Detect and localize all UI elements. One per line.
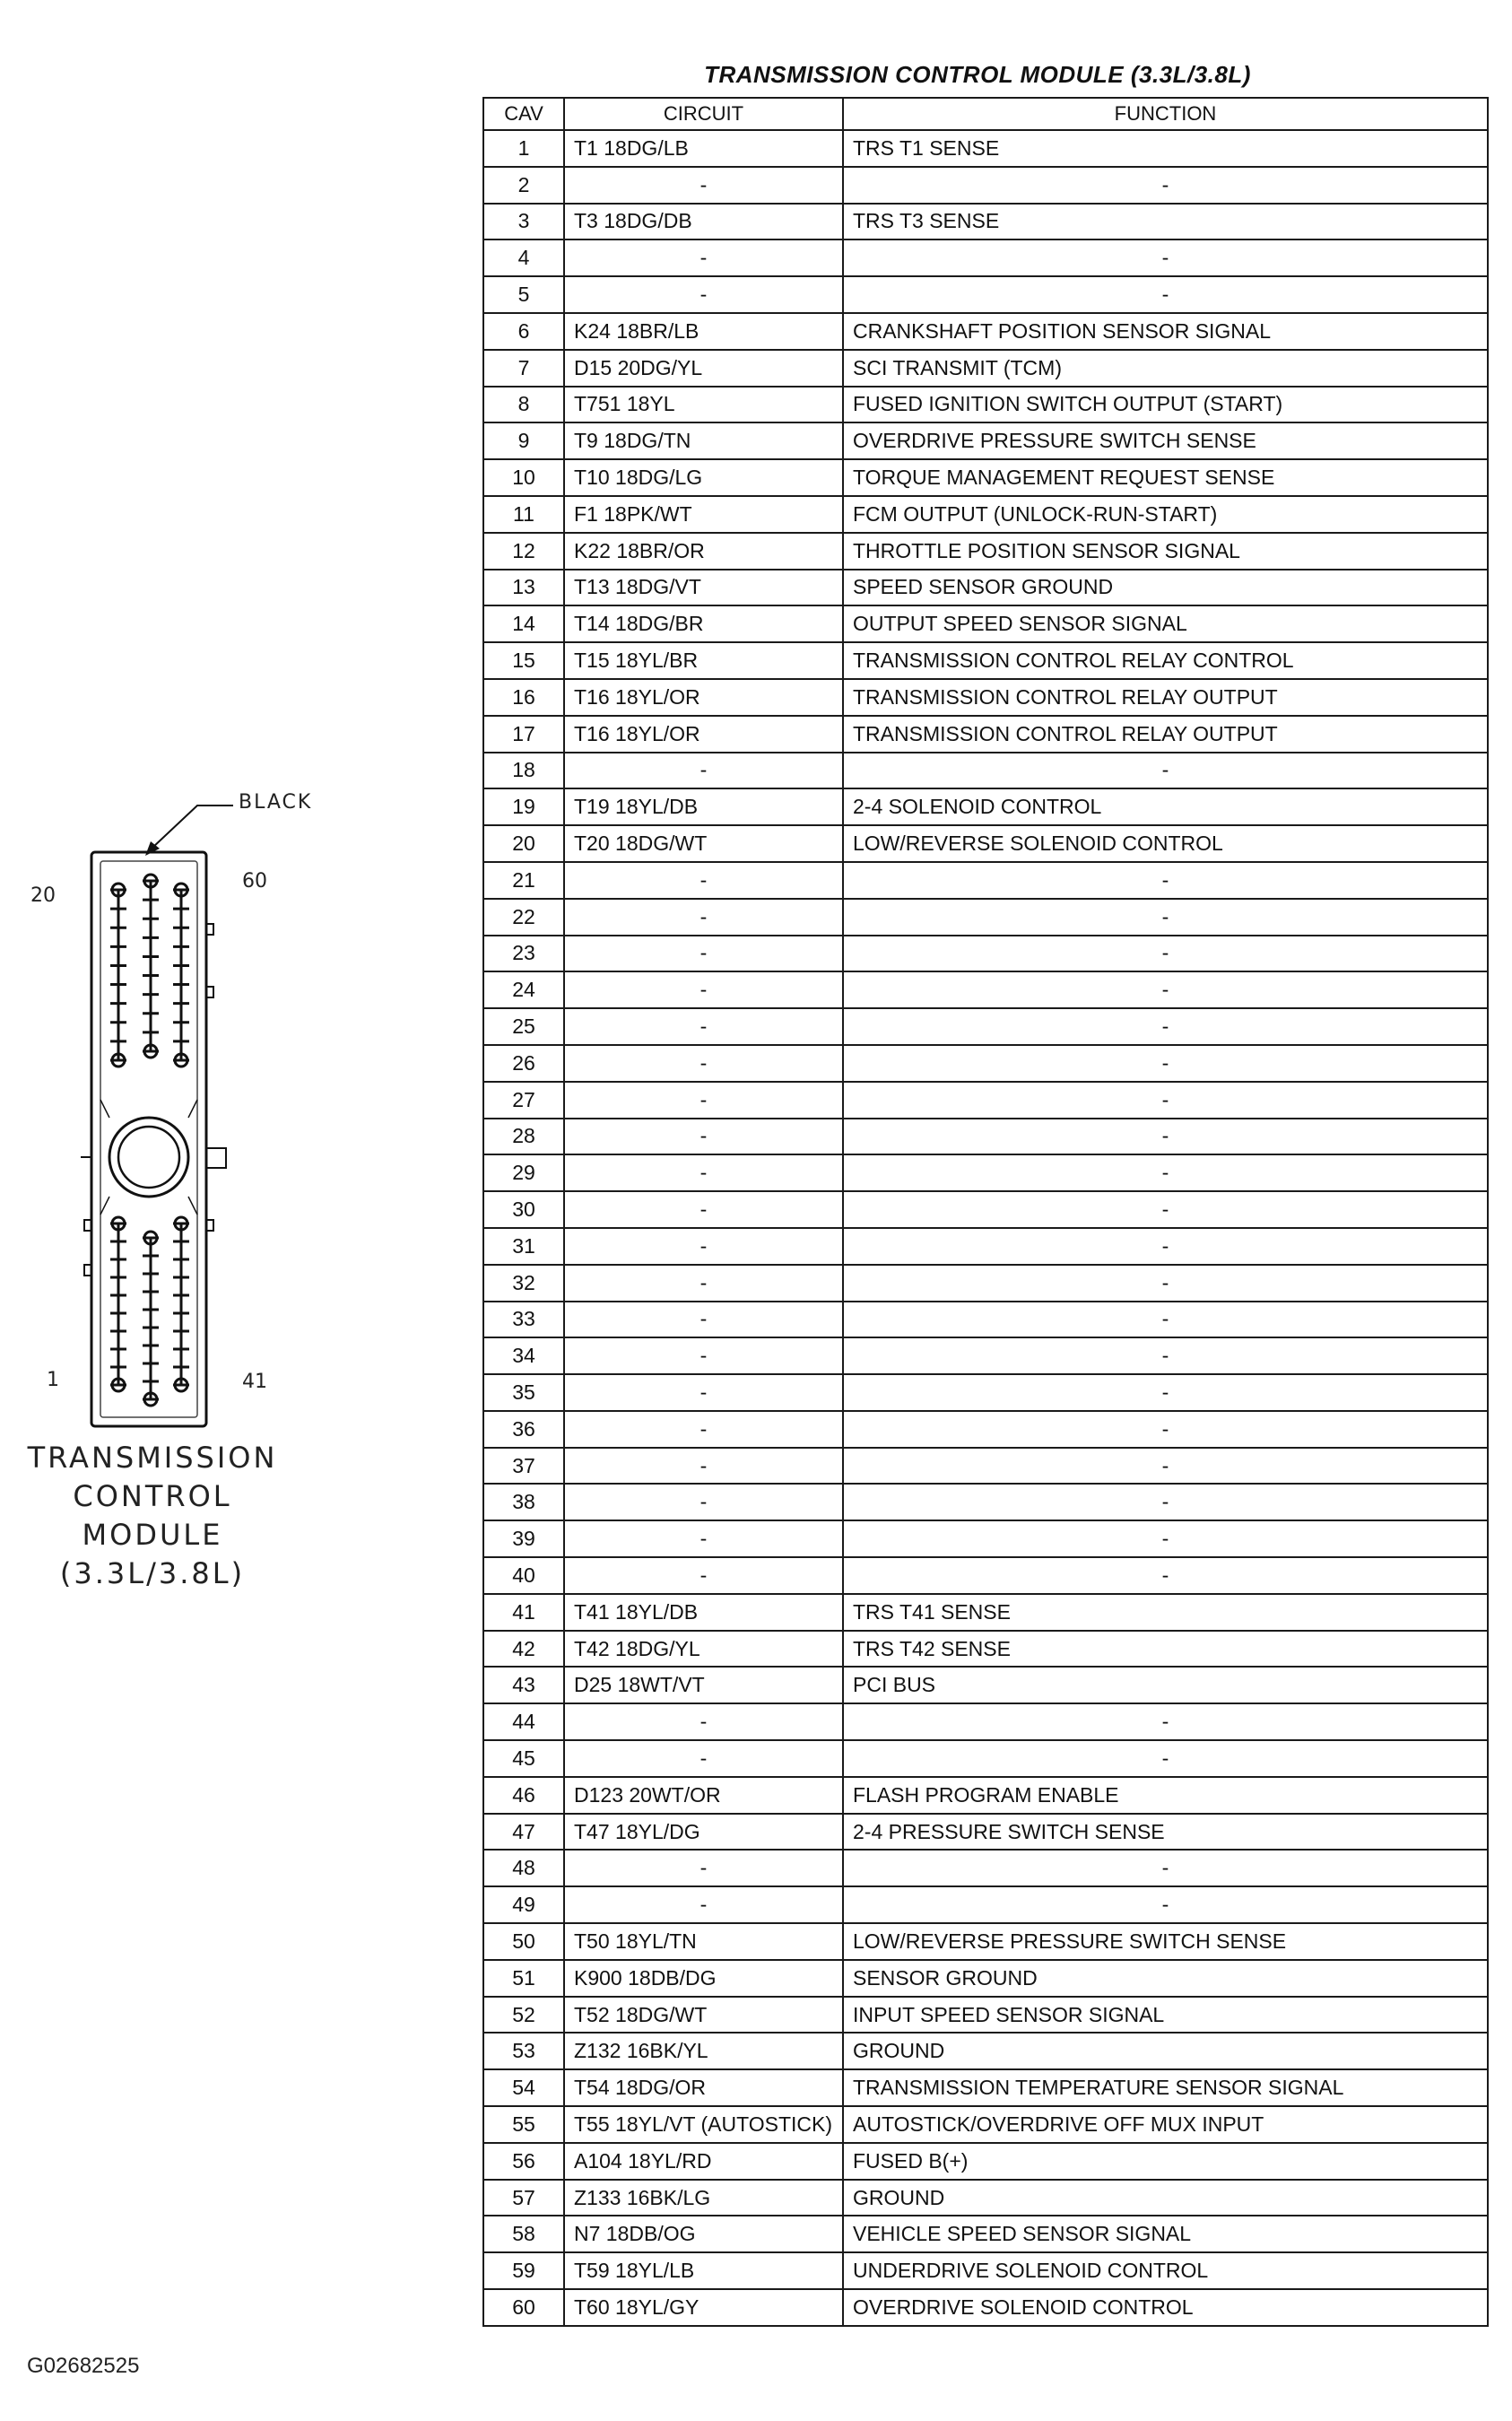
table-row <box>483 971 1488 1008</box>
cav-cell: 57 <box>483 2180 564 2216</box>
connector-color-label: BLACK <box>239 791 313 814</box>
function-cell: - <box>843 971 1488 1008</box>
cav-cell: 12 <box>483 533 564 570</box>
cav-cell: 38 <box>483 1484 564 1520</box>
circuit-cell: - <box>564 1119 843 1155</box>
cav-cell: 4 <box>483 239 564 276</box>
circuit-cell: T16 18YL/OR <box>564 679 843 716</box>
header-cav: CAV <box>483 98 564 130</box>
table-row <box>483 1777 1488 1814</box>
circuit-cell: - <box>564 239 843 276</box>
circuit-cell: - <box>564 971 843 1008</box>
function-cell: - <box>843 1484 1488 1520</box>
table-row <box>483 1228 1488 1265</box>
cav-cell: 52 <box>483 1997 564 2033</box>
cav-cell: 15 <box>483 642 564 679</box>
table-row <box>483 387 1488 423</box>
circuit-cell: - <box>564 753 843 789</box>
cav-cell: 13 <box>483 570 564 606</box>
caption-line: CONTROL <box>73 1479 232 1513</box>
table-row <box>483 276 1488 313</box>
circuit-cell: D25 18WT/VT <box>564 1667 843 1703</box>
function-cell: - <box>843 167 1488 204</box>
header-function: FUNCTION <box>843 98 1488 130</box>
cav-cell: 47 <box>483 1814 564 1851</box>
pin-table <box>482 97 1489 2327</box>
table-row <box>483 1631 1488 1668</box>
cav-cell: 59 <box>483 2252 564 2289</box>
cav-cell: 34 <box>483 1337 564 1374</box>
function-cell: TRS T1 SENSE <box>843 130 1488 167</box>
cav-cell: 28 <box>483 1119 564 1155</box>
function-cell: PCI BUS <box>843 1667 1488 1703</box>
circuit-cell: D15 20DG/YL <box>564 350 843 387</box>
cav-cell: 39 <box>483 1520 564 1557</box>
center-boss <box>109 1118 188 1197</box>
function-cell: TRANSMISSION CONTROL RELAY CONTROL <box>843 642 1488 679</box>
function-cell: - <box>843 1191 1488 1228</box>
circuit-cell: T42 18DG/YL <box>564 1631 843 1668</box>
cav-cell: 10 <box>483 459 564 496</box>
circuit-cell: - <box>564 1886 843 1923</box>
table-row <box>483 1302 1488 1338</box>
circuit-cell: - <box>564 1557 843 1594</box>
circuit-cell: T55 18YL/VT (AUTOSTICK) <box>564 2106 843 2143</box>
cav-cell: 24 <box>483 971 564 1008</box>
cav-cell: 50 <box>483 1923 564 1960</box>
circuit-cell: K24 18BR/LB <box>564 313 843 350</box>
table-row <box>483 2069 1488 2106</box>
table-row <box>483 753 1488 789</box>
caption-line: MODULE <box>82 1518 223 1552</box>
function-cell: - <box>843 1154 1488 1191</box>
cav-cell: 33 <box>483 1302 564 1338</box>
cav-cell: 43 <box>483 1667 564 1703</box>
circuit-cell: - <box>564 1703 843 1740</box>
cav-cell: 14 <box>483 605 564 642</box>
cav-cell: 44 <box>483 1703 564 1740</box>
function-cell: - <box>843 1119 1488 1155</box>
cav-cell: 32 <box>483 1265 564 1302</box>
function-cell: OVERDRIVE PRESSURE SWITCH SENSE <box>843 422 1488 459</box>
function-cell: - <box>843 1850 1488 1886</box>
table-row <box>483 2143 1488 2180</box>
table-row <box>483 936 1488 972</box>
function-cell: FUSED IGNITION SWITCH OUTPUT (START) <box>843 387 1488 423</box>
circuit-cell: - <box>564 276 843 313</box>
circuit-cell: T59 18YL/LB <box>564 2252 843 2289</box>
function-cell: TRS T3 SENSE <box>843 204 1488 240</box>
circuit-cell: - <box>564 1374 843 1411</box>
function-cell: SPEED SENSOR GROUND <box>843 570 1488 606</box>
table-row <box>483 496 1488 533</box>
table-row <box>483 167 1488 204</box>
circuit-cell: - <box>564 1082 843 1119</box>
circuit-cell: T751 18YL <box>564 387 843 423</box>
function-cell: INPUT SPEED SENSOR SIGNAL <box>843 1997 1488 2033</box>
table-row <box>483 788 1488 825</box>
table-row <box>483 313 1488 350</box>
table-row <box>483 1703 1488 1740</box>
circuit-cell: T1 18DG/LB <box>564 130 843 167</box>
function-cell: TRS T41 SENSE <box>843 1594 1488 1631</box>
cav-cell: 37 <box>483 1448 564 1485</box>
function-cell: THROTTLE POSITION SENSOR SIGNAL <box>843 533 1488 570</box>
table-row <box>483 2180 1488 2216</box>
cav-cell: 40 <box>483 1557 564 1594</box>
circuit-cell: - <box>564 1045 843 1082</box>
cav-cell: 9 <box>483 422 564 459</box>
function-cell: - <box>843 862 1488 899</box>
function-cell: - <box>843 1337 1488 1374</box>
function-cell: - <box>843 1045 1488 1082</box>
circuit-cell: - <box>564 1520 843 1557</box>
cav-cell: 7 <box>483 350 564 387</box>
table-row <box>483 2252 1488 2289</box>
caption-line: TRANSMISSION <box>27 1441 278 1475</box>
circuit-cell: T20 18DG/WT <box>564 825 843 862</box>
table-row <box>483 1923 1488 1960</box>
cav-cell: 8 <box>483 387 564 423</box>
table-row <box>483 1960 1488 1997</box>
cav-cell: 56 <box>483 2143 564 2180</box>
table-row <box>483 1008 1488 1045</box>
circuit-cell: T47 18YL/DG <box>564 1814 843 1851</box>
table-row <box>483 130 1488 167</box>
circuit-cell: T60 18YL/GY <box>564 2289 843 2326</box>
circuit-cell: - <box>564 1448 843 1485</box>
cav-cell: 19 <box>483 788 564 825</box>
figure-id: G02682525 <box>27 2354 140 2378</box>
table-row <box>483 1045 1488 1082</box>
cav-cell: 18 <box>483 753 564 789</box>
table-row <box>483 350 1488 387</box>
table-row <box>483 1594 1488 1631</box>
table-row <box>483 642 1488 679</box>
table-row <box>483 1265 1488 1302</box>
table-row <box>483 1082 1488 1119</box>
cav-cell: 51 <box>483 1960 564 1997</box>
circuit-cell: - <box>564 1302 843 1338</box>
cav-cell: 36 <box>483 1411 564 1448</box>
cav-cell: 5 <box>483 276 564 313</box>
cav-cell: 22 <box>483 899 564 936</box>
table-row <box>483 570 1488 606</box>
cav-cell: 11 <box>483 496 564 533</box>
circuit-cell: - <box>564 899 843 936</box>
function-cell: OUTPUT SPEED SENSOR SIGNAL <box>843 605 1488 642</box>
circuit-cell: T13 18DG/VT <box>564 570 843 606</box>
housing-tab <box>206 1148 226 1168</box>
cav-cell: 3 <box>483 204 564 240</box>
function-cell: - <box>843 239 1488 276</box>
circuit-cell: K900 18DB/DG <box>564 1960 843 1997</box>
function-cell: - <box>843 1520 1488 1557</box>
table-row <box>483 1374 1488 1411</box>
circuit-cell: - <box>564 862 843 899</box>
table-row <box>483 459 1488 496</box>
cav-cell: 54 <box>483 2069 564 2106</box>
pin-label-20: 20 <box>30 884 56 907</box>
function-cell: - <box>843 1740 1488 1777</box>
function-cell: - <box>843 1411 1488 1448</box>
cav-cell: 23 <box>483 936 564 972</box>
table-row <box>483 1448 1488 1485</box>
circuit-cell: - <box>564 1850 843 1886</box>
cav-cell: 27 <box>483 1082 564 1119</box>
function-cell: - <box>843 1374 1488 1411</box>
table-row <box>483 2033 1488 2069</box>
function-cell: GROUND <box>843 2033 1488 2069</box>
circuit-cell: T41 18YL/DB <box>564 1594 843 1631</box>
table-row <box>483 1337 1488 1374</box>
table-row <box>483 1520 1488 1557</box>
circuit-cell: T50 18YL/TN <box>564 1923 843 1960</box>
table-row <box>483 862 1488 899</box>
cav-cell: 60 <box>483 2289 564 2326</box>
circuit-cell: N7 18DB/OG <box>564 2216 843 2252</box>
function-cell: - <box>843 1265 1488 1302</box>
function-cell: - <box>843 936 1488 972</box>
circuit-cell: - <box>564 167 843 204</box>
pin-columns <box>110 875 189 1406</box>
table-row <box>483 1997 1488 2033</box>
table-row <box>483 825 1488 862</box>
circuit-cell: - <box>564 1008 843 1045</box>
table-row <box>483 1886 1488 1923</box>
cav-cell: 1 <box>483 130 564 167</box>
circuit-cell: - <box>564 1265 843 1302</box>
table-row <box>483 1740 1488 1777</box>
circuit-cell: T52 18DG/WT <box>564 1997 843 2033</box>
cav-cell: 41 <box>483 1594 564 1631</box>
function-cell: - <box>843 1082 1488 1119</box>
function-cell: 2-4 PRESSURE SWITCH SENSE <box>843 1814 1488 1851</box>
table-row <box>483 422 1488 459</box>
pin-label-41: 41 <box>242 1371 267 1393</box>
circuit-cell: - <box>564 1484 843 1520</box>
circuit-cell: - <box>564 1191 843 1228</box>
cav-cell: 17 <box>483 716 564 753</box>
page-title: TRANSMISSION CONTROL MODULE (3.3L/3.8L) <box>704 61 1251 88</box>
cav-cell: 46 <box>483 1777 564 1814</box>
function-cell: TRS T42 SENSE <box>843 1631 1488 1668</box>
function-cell: - <box>843 1448 1488 1485</box>
function-cell: TRANSMISSION CONTROL RELAY OUTPUT <box>843 716 1488 753</box>
header-circuit: CIRCUIT <box>564 98 843 130</box>
cav-cell: 25 <box>483 1008 564 1045</box>
circuit-cell: K22 18BR/OR <box>564 533 843 570</box>
cav-cell: 2 <box>483 167 564 204</box>
function-cell: UNDERDRIVE SOLENOID CONTROL <box>843 2252 1488 2289</box>
cav-cell: 6 <box>483 313 564 350</box>
cav-cell: 30 <box>483 1191 564 1228</box>
cav-cell: 20 <box>483 825 564 862</box>
function-cell: - <box>843 1008 1488 1045</box>
function-cell: CRANKSHAFT POSITION SENSOR SIGNAL <box>843 313 1488 350</box>
function-cell: VEHICLE SPEED SENSOR SIGNAL <box>843 2216 1488 2252</box>
function-cell: FLASH PROGRAM ENABLE <box>843 1777 1488 1814</box>
cav-cell: 31 <box>483 1228 564 1265</box>
function-cell: FCM OUTPUT (UNLOCK-RUN-START) <box>843 496 1488 533</box>
circuit-cell: - <box>564 1228 843 1265</box>
cav-cell: 16 <box>483 679 564 716</box>
circuit-cell: - <box>564 1337 843 1374</box>
function-cell: TRANSMISSION CONTROL RELAY OUTPUT <box>843 679 1488 716</box>
circuit-cell: T14 18DG/BR <box>564 605 843 642</box>
table-row <box>483 1154 1488 1191</box>
table-row <box>483 2106 1488 2143</box>
cav-cell: 21 <box>483 862 564 899</box>
function-cell: - <box>843 899 1488 936</box>
table-row <box>483 1850 1488 1886</box>
circuit-cell: T54 18DG/OR <box>564 2069 843 2106</box>
pin-label-60: 60 <box>242 870 267 893</box>
cav-cell: 29 <box>483 1154 564 1191</box>
function-cell: LOW/REVERSE SOLENOID CONTROL <box>843 825 1488 862</box>
table-row <box>483 899 1488 936</box>
table-row <box>483 679 1488 716</box>
function-cell: TORQUE MANAGEMENT REQUEST SENSE <box>843 459 1488 496</box>
function-cell: OVERDRIVE SOLENOID CONTROL <box>843 2289 1488 2326</box>
circuit-cell: T15 18YL/BR <box>564 642 843 679</box>
cav-cell: 26 <box>483 1045 564 1082</box>
table-row <box>483 204 1488 240</box>
circuit-cell: - <box>564 1411 843 1448</box>
cav-cell: 35 <box>483 1374 564 1411</box>
table-row <box>483 533 1488 570</box>
circuit-cell: - <box>564 1740 843 1777</box>
table-row <box>483 1557 1488 1594</box>
circuit-cell: F1 18PK/WT <box>564 496 843 533</box>
table-row <box>483 2216 1488 2252</box>
circuit-cell: T3 18DG/DB <box>564 204 843 240</box>
center-boss-inner <box>118 1127 179 1188</box>
table-row <box>483 716 1488 753</box>
caption-line: (3.3L/3.8L) <box>59 1556 246 1590</box>
function-cell: - <box>843 1886 1488 1923</box>
circuit-cell: - <box>564 936 843 972</box>
cav-cell: 42 <box>483 1631 564 1668</box>
pin-label-1: 1 <box>47 1369 59 1391</box>
cav-cell: 55 <box>483 2106 564 2143</box>
table-row <box>483 1411 1488 1448</box>
function-cell: FUSED B(+) <box>843 2143 1488 2180</box>
cav-cell: 48 <box>483 1850 564 1886</box>
table-row <box>483 605 1488 642</box>
table-header-row <box>483 98 1488 130</box>
function-cell: TRANSMISSION TEMPERATURE SENSOR SIGNAL <box>843 2069 1488 2106</box>
circuit-cell: T9 18DG/TN <box>564 422 843 459</box>
circuit-cell: T19 18YL/DB <box>564 788 843 825</box>
circuit-cell: D123 20WT/OR <box>564 1777 843 1814</box>
function-cell: - <box>843 1557 1488 1594</box>
circuit-cell: T10 18DG/LG <box>564 459 843 496</box>
function-cell: - <box>843 753 1488 789</box>
table-row <box>483 1191 1488 1228</box>
table-row <box>483 1814 1488 1851</box>
connector-diagram <box>54 798 287 1444</box>
function-cell: GROUND <box>843 2180 1488 2216</box>
function-cell: SENSOR GROUND <box>843 1960 1488 1997</box>
function-cell: - <box>843 1228 1488 1265</box>
cav-cell: 53 <box>483 2033 564 2069</box>
function-cell: - <box>843 1302 1488 1338</box>
circuit-cell: A104 18YL/RD <box>564 2143 843 2180</box>
table-row <box>483 1119 1488 1155</box>
circuit-cell: - <box>564 1154 843 1191</box>
cav-cell: 49 <box>483 1886 564 1923</box>
table-row <box>483 1484 1488 1520</box>
circuit-cell: Z133 16BK/LG <box>564 2180 843 2216</box>
function-cell: 2-4 SOLENOID CONTROL <box>843 788 1488 825</box>
cav-cell: 45 <box>483 1740 564 1777</box>
circuit-cell: Z132 16BK/YL <box>564 2033 843 2069</box>
leader-line <box>152 806 233 848</box>
table-row <box>483 2289 1488 2326</box>
table-row <box>483 1667 1488 1703</box>
connector-caption <box>18 1439 287 1593</box>
function-cell: - <box>843 1703 1488 1740</box>
table-row <box>483 239 1488 276</box>
function-cell: SCI TRANSMIT (TCM) <box>843 350 1488 387</box>
circuit-cell: T16 18YL/OR <box>564 716 843 753</box>
function-cell: - <box>843 276 1488 313</box>
cav-cell: 58 <box>483 2216 564 2252</box>
function-cell: LOW/REVERSE PRESSURE SWITCH SENSE <box>843 1923 1488 1960</box>
function-cell: AUTOSTICK/OVERDRIVE OFF MUX INPUT <box>843 2106 1488 2143</box>
